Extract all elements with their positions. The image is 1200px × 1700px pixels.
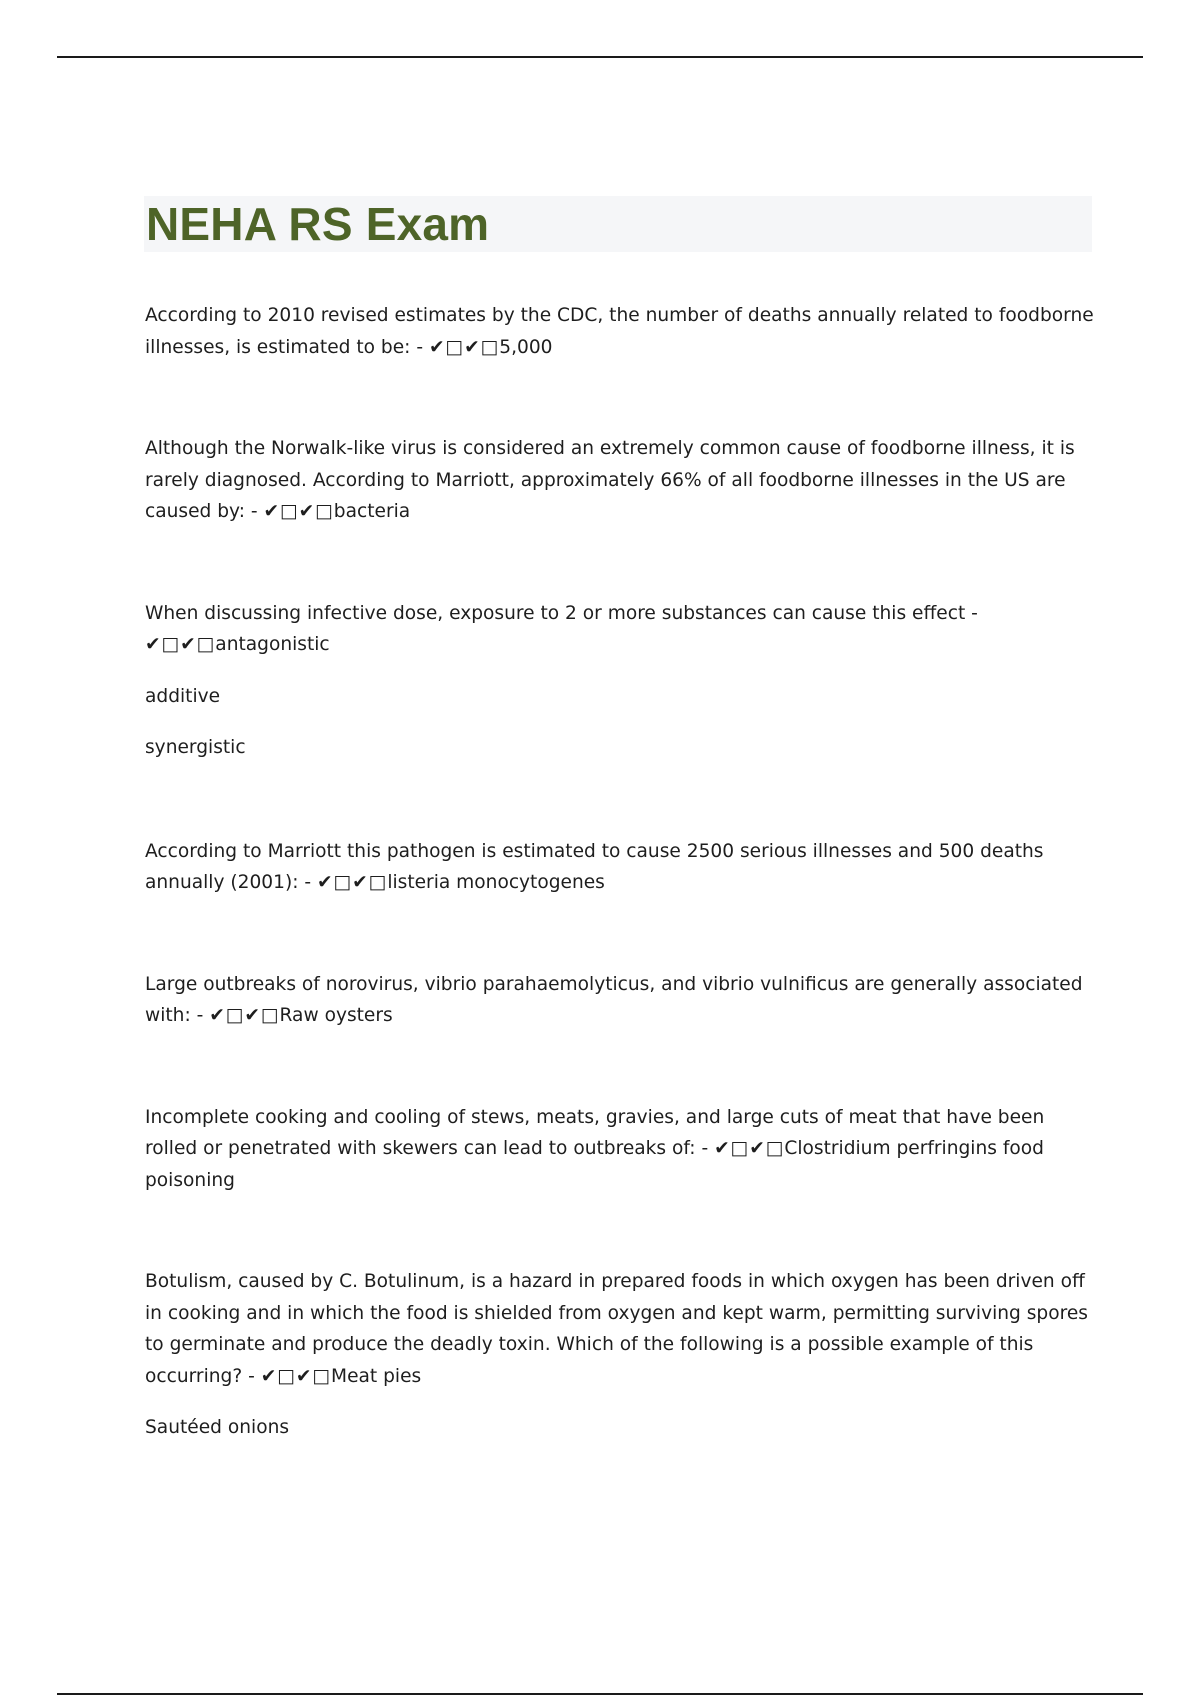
question-text: When discussing infective dose, exposure to 2 or more substances can cause this effect: [145, 602, 966, 624]
qa-text: [145, 300, 1095, 363]
answer-text: Clostridium perfringins food poisoning: [145, 1138, 1044, 1191]
separator: -: [410, 336, 429, 358]
question-text: Although the Norwalk-like virus is considered an extremely common cause of foodborne illness, it is rarely diagnosed. According to Marriott, approximately 66% of all foodborne illnesses in the US are caused by:: [145, 438, 1075, 522]
answer-text: Meat pies: [331, 1365, 422, 1387]
separator: -: [695, 1138, 715, 1159]
qa-item: [145, 433, 1095, 528]
qa-item: [145, 836, 1095, 899]
question-text: According to 2010 revised estimates by the CDC, the number of deaths annually related to foodborne illnesses, is estimated to be:: [145, 305, 1094, 358]
separator: -: [244, 501, 264, 522]
answer-option: synergistic: [145, 737, 246, 758]
answer-text: 5,000: [499, 336, 553, 358]
check-marks-icon: ✔□✔□: [714, 1138, 785, 1159]
qa-text: [145, 969, 1095, 1032]
qa-item: [145, 1266, 1095, 1444]
check-marks-icon: ✔□✔□: [263, 501, 334, 522]
check-marks-icon: ✔□✔□: [317, 872, 388, 893]
answer-option: additive: [145, 685, 221, 707]
question-text: Botulism, caused by C. Botulinum, is a hazard in prepared foods in which oxygen has been driven off in cooking and in which the food is shielded from oxygen and kept warm, permitting surviving spores to germinate and produce the deadly toxin. Which of the following is a possible example of this occurring?: [145, 1271, 1088, 1387]
qa-item: [145, 598, 1095, 764]
answer-text: listeria monocytogenes: [387, 872, 605, 893]
qa-text: [145, 1266, 1095, 1392]
check-marks-icon: ✔□✔□: [209, 1005, 280, 1026]
separator: -: [965, 602, 978, 624]
check-marks-icon: ✔□✔□: [260, 1365, 332, 1387]
qa-text: [145, 433, 1095, 528]
separator: -: [298, 872, 318, 893]
answer-option: Sautéed onions: [145, 1417, 290, 1438]
qa-item: [145, 1102, 1095, 1197]
question-text: Large outbreaks of norovirus, vibrio parahaemolyticus, and vibrio vulnificus are generally associated with:: [145, 973, 1083, 1026]
qa-text: [145, 598, 1095, 661]
separator: -: [242, 1365, 261, 1387]
check-marks-icon: ✔□✔□: [428, 336, 500, 358]
question-text: Incomplete cooking and cooling of stews, meats, gravies, and large cuts of meat that have been rolled or penetrated with skewers can lead to outbreaks of:: [145, 1106, 1045, 1159]
check-marks-icon: ✔□✔□: [145, 634, 216, 655]
top-rule: [57, 56, 1143, 58]
bottom-rule: [57, 1693, 1143, 1695]
document-title: NEHA RS Exam: [146, 198, 490, 250]
qa-item: [145, 969, 1095, 1032]
qa-list: [145, 300, 1095, 1444]
separator: -: [190, 1005, 210, 1026]
answer-text: bacteria: [333, 501, 411, 522]
qa-item: [145, 300, 1095, 363]
qa-text: [145, 836, 1095, 899]
qa-text: [145, 1102, 1095, 1197]
question-text: According to Marriott this pathogen is estimated to cause 2500 serious illnesses and 500 deaths annually (2001):: [145, 840, 1044, 893]
answer-text: antagonistic: [215, 634, 330, 655]
answer-text: Raw oysters: [279, 1005, 393, 1026]
